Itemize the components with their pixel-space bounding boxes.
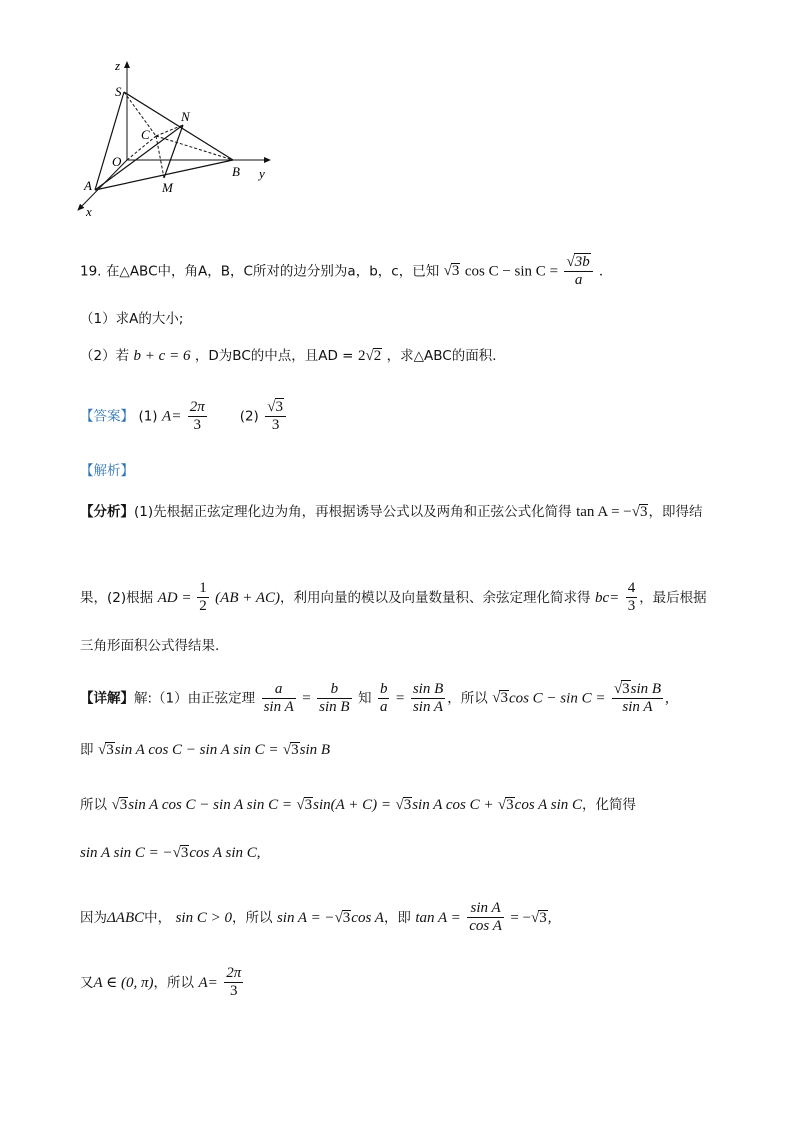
label-z: z <box>115 58 121 73</box>
analysis-line-2: 果，(2)根据 AD = $\frac{1}{2}$ (AB + AC)，利用向量的模以及向量数量积、余弦定理化简求得 bc= $\frac{4}{3}$ ，最后根据 <box>80 580 707 615</box>
answer-label: 【答案】 <box>80 408 134 425</box>
problem-number: 19. <box>80 263 102 280</box>
given-fraction: $\frac{√3b}{a}$ <box>564 253 592 290</box>
label-N: N <box>181 109 190 124</box>
detail-line-3: 所以 √3sin A cos C − sin A sin C = √3sin(A + C) = √3sin A cos C + √3cos A sin C，化简得 <box>80 797 637 813</box>
label-x: x <box>86 204 92 219</box>
detail-line-4: sin A sin C = −√3cos A sin C, <box>80 845 261 861</box>
analysis-line-3: 三角形面积公式得结果. <box>80 638 220 654</box>
analysis-line-1: 【分析】(1)先根据正弦定理化边为角，再根据诱导公式以及两角和正弦公式化简得 tan A = −√3，即得结 <box>80 504 703 520</box>
label-M: M <box>162 180 173 195</box>
detail-line-2: 即 √3sin A cos C − sin A sin C = √3sin B <box>80 742 331 758</box>
analysis-label: 【解析】 <box>80 463 134 479</box>
problem-statement: 19. 在△ABC中，角A，B，C所对的边分别为a，b，c，已知 √3 cos C − sin C = $\frac{√3b}{a}$ . <box>80 254 603 289</box>
label-C: C <box>141 127 150 142</box>
part-1: （1）求A的大小; <box>80 311 184 327</box>
pyramid-figure <box>60 55 290 220</box>
label-y: y <box>259 166 265 181</box>
detail-line-6: 又A ∈ (0, π)，所以 A= $\frac{2\pi}{3}$ <box>80 965 242 1000</box>
label-S: S <box>115 84 122 99</box>
detail-line-5: 因为ΔABC中， sin C > 0，所以 sin A = −√3cos A，即 tan A = $\frac{\text{sin A}}{\text{cos A}}$ = −√3, <box>80 900 552 935</box>
label-A: A <box>84 178 92 193</box>
label-O: O <box>112 154 122 169</box>
detail-line-1: 【详解】解:（1）由正弦定理 $\frac{a}{\text{sin A}}$ = $\frac{b}{\text{sin B}}$ 知 $\frac{b}{a}$ = $\frac{\text{sin B}}{\text{sin A}}$ ，所以 √3cos C − sin C = $\frac{\text{√3sin B}}{\text{sin A}}$ , <box>80 680 669 716</box>
part-2: （2）若 b + c = 6 ，D为BC的中点，且AD = 2√2 ，求△ABC的面积. <box>80 348 497 364</box>
answer-line: 【答案】 (1) A= $\frac{2\pi}{3}$ (2) $\frac{√3}{3}$ <box>80 398 288 435</box>
label-B: B <box>232 164 240 179</box>
